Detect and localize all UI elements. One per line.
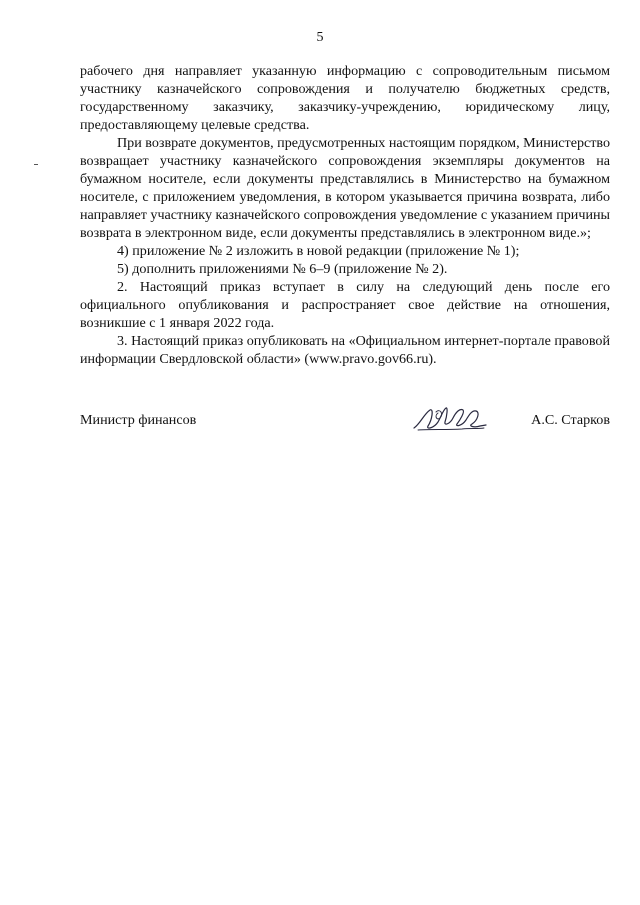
signatory-name: А.С. Старков (531, 412, 610, 428)
document-body (80, 62, 610, 368)
paragraph-item-4: 4) приложение № 2 изложить в новой редакции (приложение № 1); (117, 243, 520, 259)
handwritten-signature (410, 402, 490, 434)
paragraph-clause-2: 2. Настоящий приказ вступает в силу на следующий день после его официального опубликования и распространяет свое действие на отношения, возникшие с 1 января 2022 года. (80, 279, 610, 331)
signatory-position: Министр финансов (80, 412, 197, 428)
paragraph-item-5: 5) дополнить приложениями № 6–9 (приложение № 2). (117, 261, 448, 277)
paragraph-clause-3: 3. Настоящий приказ опубликовать на «Официальном интернет-портале правовой информации Свердловской области» (www.pravo.gov66.ru). (80, 333, 610, 367)
paragraph-return-documents: При возврате документов, предусмотренных настоящим порядком, Министерство возвращает участнику казначейского сопровождения экземпляры документов на бумажном носителе, если документы представлялись в Министерство на бумажном носителе, с приложением уведомления, в котором указывается причина возврата, либо направляет участнику казначейского сопровождения уведомление с указанием причины возврата в электронном виде, если документы представлялись в электронном виде.»; (80, 135, 611, 241)
paragraph-continuation: рабочего дня направляет указанную информацию с сопроводительным письмом участнику казначейского сопровождения и получателю бюджетных средств, государственному заказчику, заказчику-учреждению, юридическому лицу, предоставляющему целевые средства. (80, 63, 610, 133)
page-number: 5 (316, 30, 324, 45)
signature-block (80, 402, 610, 436)
margin-mark (34, 164, 38, 165)
